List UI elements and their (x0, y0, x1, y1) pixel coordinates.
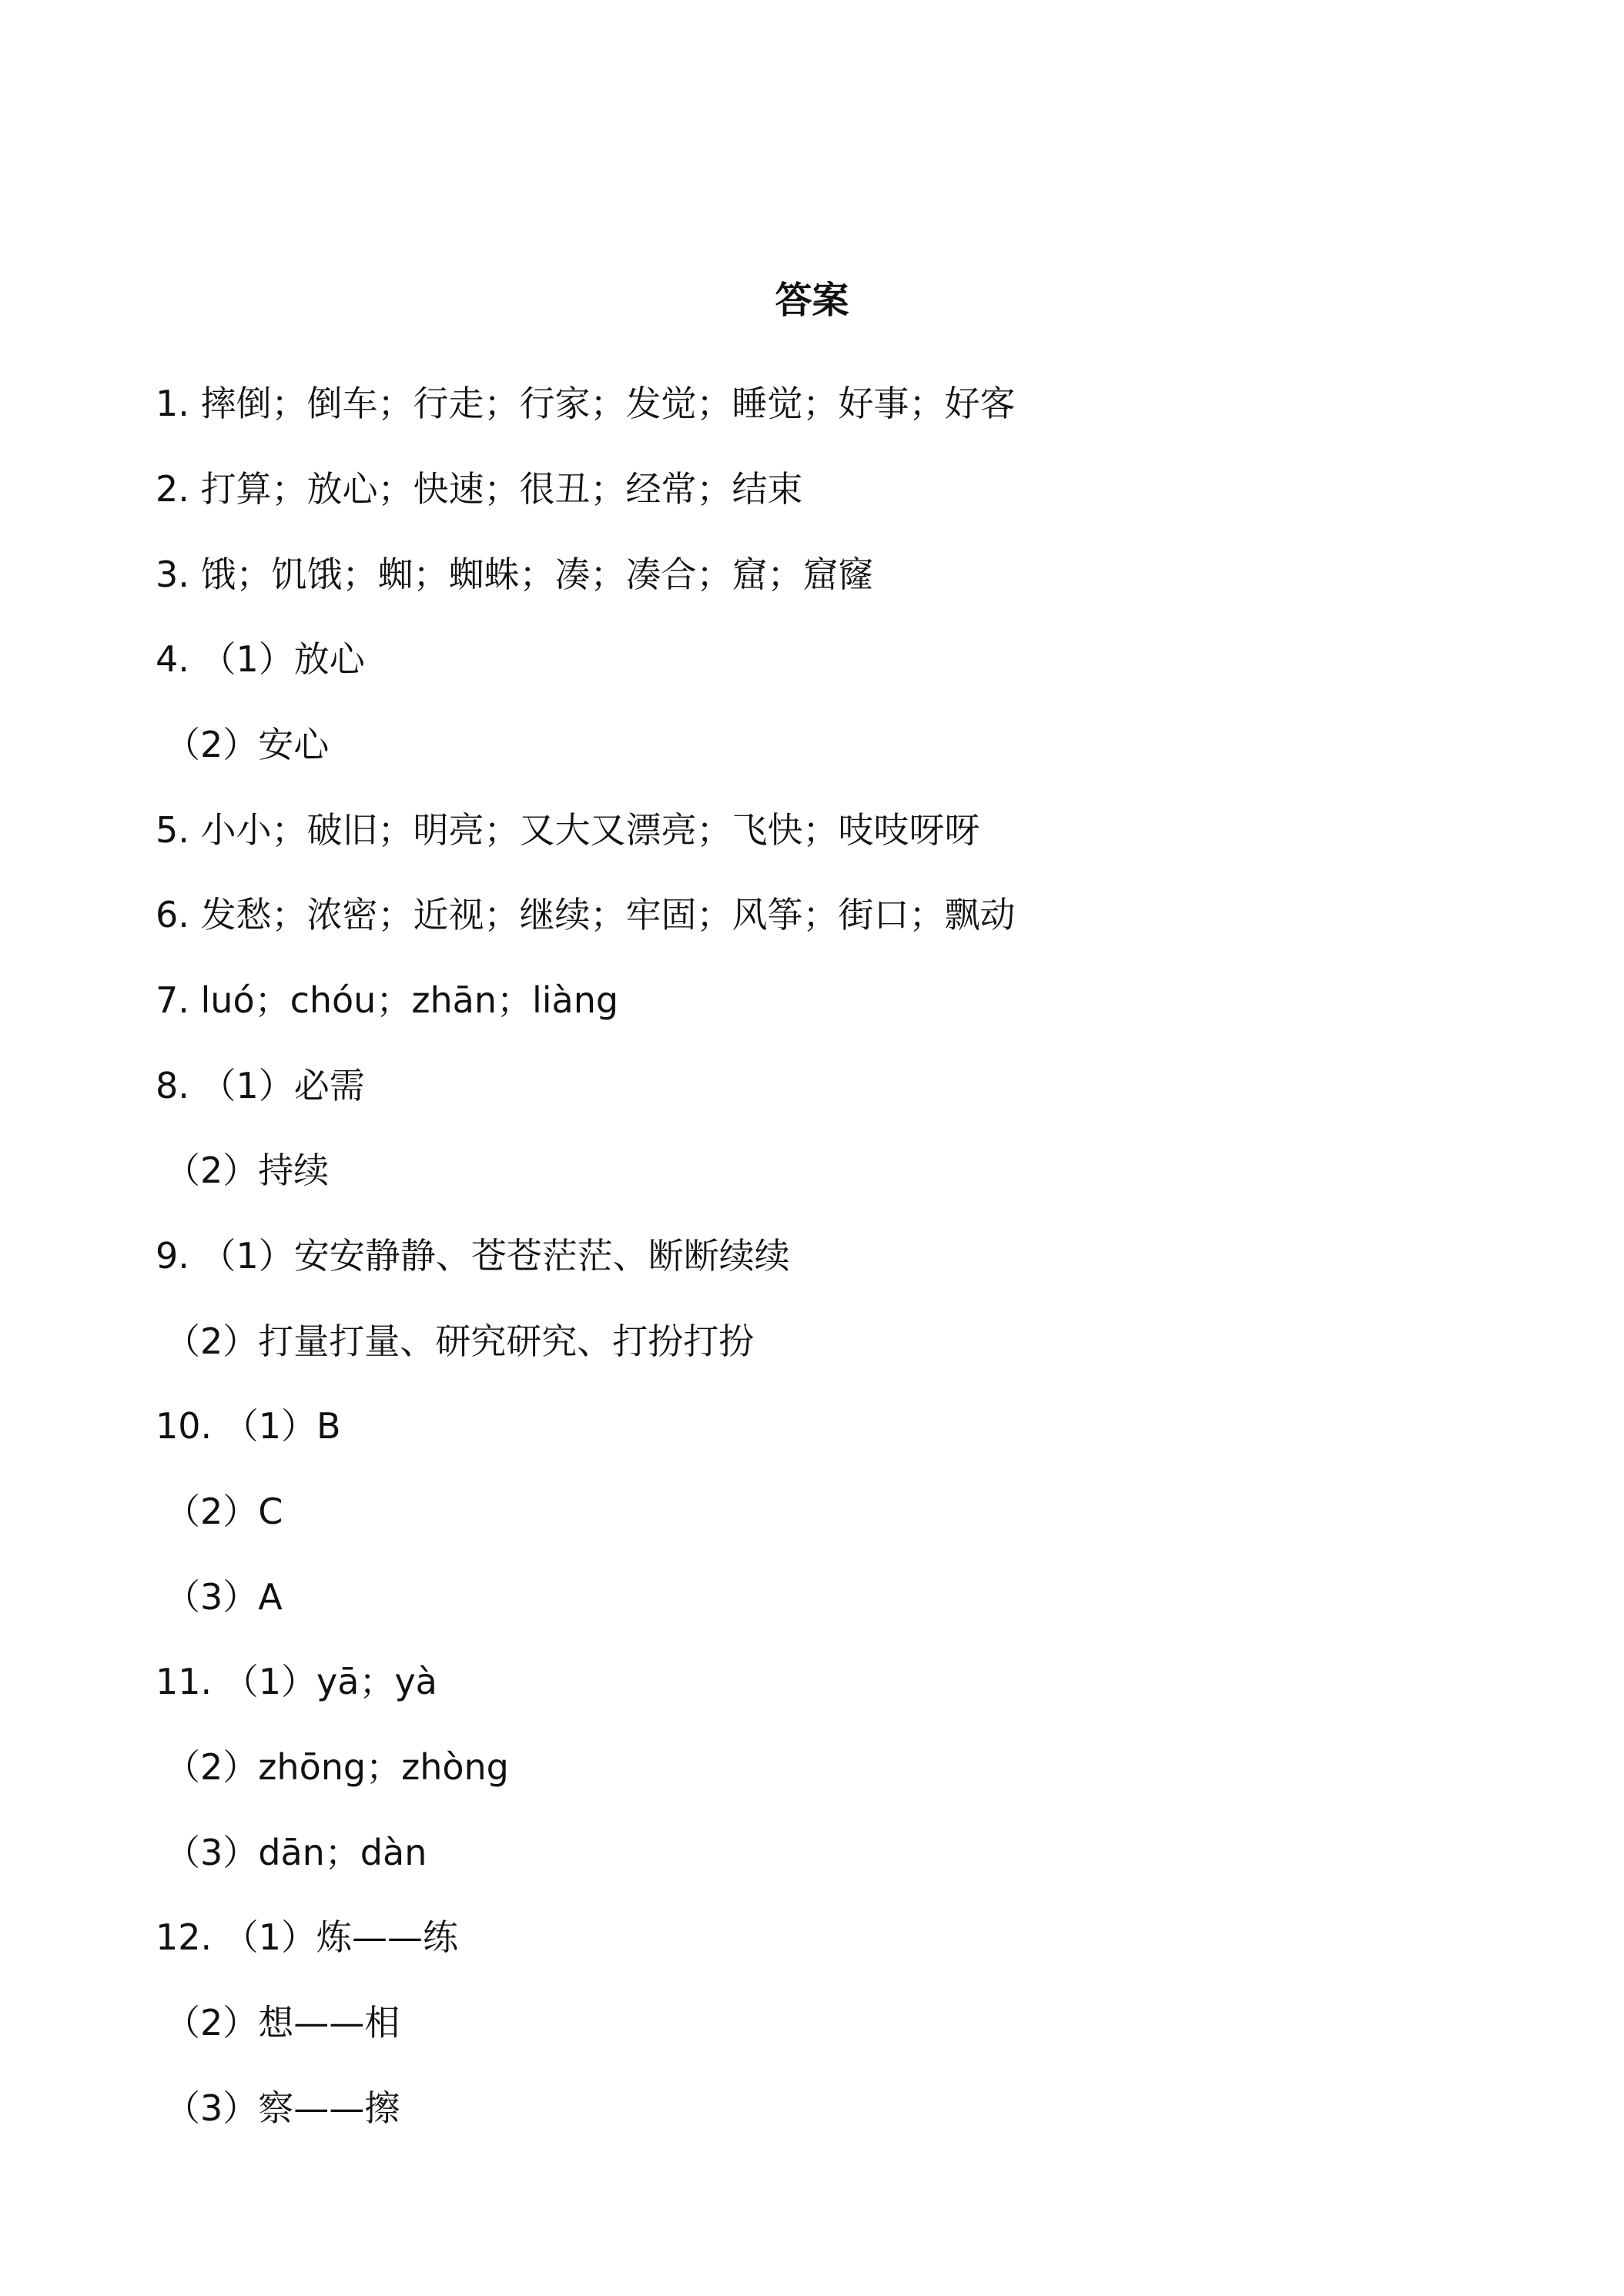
answer-9-part-2: （2）打量打量、研究研究、打扮打扮 (165, 1320, 755, 1362)
answer-1: 1. 摔倒；倒车；行走；行家；发觉；睡觉；好事；好客 (156, 383, 1016, 424)
answer-4-part-2: （2）安心 (165, 724, 330, 765)
answer-11-part-2: （2）zhōng；zhòng (165, 1746, 509, 1788)
answer-11-part-1: 11. （1）yā；yà (156, 1661, 437, 1702)
answer-6: 6. 发愁；浓密；近视；继续；牢固；风筝；街口；飘动 (156, 894, 1016, 935)
answer-12-part-3: （3）察——擦 (165, 2087, 400, 2129)
answer-7: 7. luó；chóu；zhān；liàng (156, 979, 619, 1021)
answer-10-part-2: （2）C (165, 1491, 283, 1532)
answer-8-part-1: 8. （1）必需 (156, 1065, 365, 1106)
answer-8-part-2: （2）持续 (165, 1150, 330, 1191)
page-title: 答案 (775, 279, 849, 322)
answer-10-part-3: （3）A (165, 1576, 283, 1618)
answer-12-part-1: 12. （1）炼——练 (156, 1916, 459, 1958)
answer-12-part-2: （2）想——相 (165, 2002, 400, 2043)
answer-3: 3. 饿；饥饿；蜘；蜘蛛；凑；凑合；窟；窟窿 (156, 554, 874, 595)
answer-2: 2. 打算；放心；快速；很丑；经常；结束 (156, 468, 803, 510)
answer-10-part-1: 10. （1）B (156, 1405, 341, 1447)
answer-11-part-3: （3）dān；dàn (165, 1832, 427, 1873)
answer-5: 5. 小小；破旧；明亮；又大又漂亮；飞快；吱吱呀呀 (156, 809, 980, 851)
answer-4-part-1: 4. （1）放心 (156, 638, 365, 680)
answer-9-part-1: 9. （1）安安静静、苍苍茫茫、断断续续 (156, 1235, 790, 1277)
